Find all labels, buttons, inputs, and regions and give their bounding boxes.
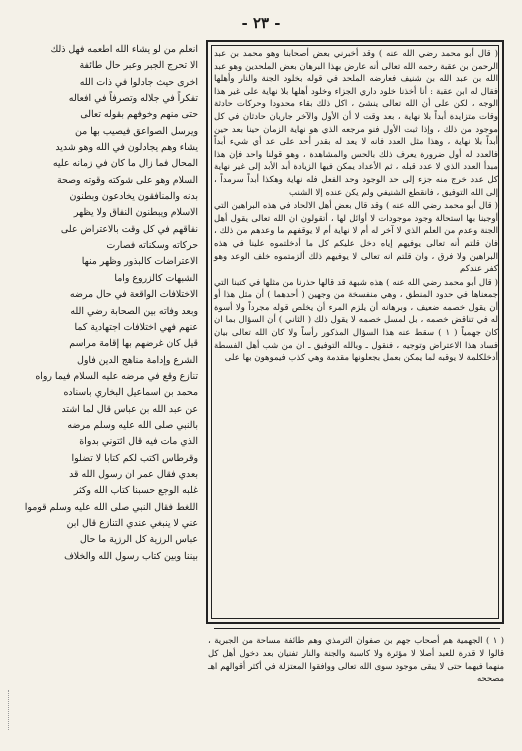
main-paragraph-1: ( قال أبو محمد رضي الله عنه ) وقد أخبرني بعض أصحابنا وهو محمد بن عبد الرحمن بن عقبة رحمه الله تعالى أنه عارض بهذا البرهان بعض الملحدين وهو عبد الله بن عبد الله بن شنيف فعارضه الملحد في قوله بخلود الجنة والنار وأهلها فقال له ابن عقبة : أنا أخذنا خلود داري الجزاء وخلود أهلها بلا نهاية على غير هذا الوجه ، لكن على أن الله تعالى ينشئ ، اكل ذلك بقاء محدودا وحركات حادثة وقات متزايدة أبداً بلا نهاية ، بعد وقت لا أن الأول والآخر جاريان حادثان في كل موجود من ذلك ، وإذا ثبت الأول فنو مرجعه الذي هو نهاية الزمان حينا بعد حين أبداً بلا نهاية ، وهذا مثل العدد فانه لا يعد له بقدر أحد على عد أي شيء أبداً فالعدد له أول ضرورة يعرف ذلك بالحس والمشاهدة ، وهو قولنا واحد فإن هذا مبدأ العدد الذي لا عدد قبله ، ثم الأعداد يمكن فيها الزيادة أبد الأبد إلى غير نهاية كل عدد خرج منه جزء إلى حد الوجود وحد الفعل فله نهاية وهكذا أبداً سرمداً ، إلى الله التوفيق ، فانقطع الشنيفي ولم يكن عنده إلا الشنب	[214, 49, 498, 198]
side-line: حركاته وسكناته فصارت	[106, 240, 198, 252]
side-line: محمد بن اسماعيل البخاري باسناده	[63, 387, 198, 399]
main-paragraph-2: ( قال أبو محمد رضي الله عنه ) وقد قال بعض أهل الالحاد في هذه البراهين التي أوجبنا بها استحالة وجود موجودات لا أوائل لها ، أتقولون ان الله تعالى يقول أهل الجنة وعدم من العلم الذي لا آخر له أم لا نهاية أم لا يوقفهم ما وعدهم من ذلك ، فان قلتم أنه تعالى يوفيهم إياه دخل عليكم كل ما أدخلتموه علينا في هذه البراهين ولا فرق ، وان قلتم انه تعالى لا يوفيهم ذلك ألزمتموه خلف الوعد وهو كفر عندكم	[214, 201, 498, 275]
side-line: وبعد وفاته بين الصحابة رضي الله	[70, 305, 198, 317]
side-line: المحال فما زال ما كان في زمانه عليه	[52, 158, 198, 170]
side-line: بالنبي صلى الله عليه وسلم مرضه	[67, 419, 198, 431]
footnote-divider	[214, 628, 500, 629]
side-line: اخرى حيث جادلوا في ذات الله	[79, 76, 198, 88]
side-line: نفاقهم في كل وقت بالاعتراض على	[60, 223, 198, 235]
scan-margin-dots	[8, 690, 15, 730]
marginal-commentary-column	[12, 42, 198, 565]
main-paragraph-3: ( قال أبو محمد رضي الله عنه ) هذه شبهة قد قالها حذرنا من مثلها في كتبنا التي جمعناها في حدود المنطق ، وهي منفسخة من وجهين ( أحدهما ) أن مثل هذا أو أن يقول خصمه ضعيف ، وبرهانه أن يلزم المرء أن يخلص قوله مجرداً ولا أسوة له في تناقض خصمه ، بل لمسل خصمه لا يقول ذلك ( الثاني ) أن السؤال بما ان كان جهمياً ( ١ ) سقط عنه هذا السؤال المذكور رأساً ولا كان الله تعالى بيان فساد هذا الاعتراض وتوجيه ، فنقول ـ وبالله التوفيق ـ ان من شب أهل الفسطة أدخلكلمة لا يوقبه لما يمكن بعمل بجعلونها مقدمة وهي كذب فيموهون بها على	[214, 277, 498, 364]
footnote: ( ١ ) الجهمية هم أصحاب جهم بن صفوان الترمذي وهم طائفة مساحة من الجبرية ، قالوا لا قدرة للعبد أصلا لا مؤثرة ولا كاسبة والجنة والنار تفنيان بعد دخول أهل كل منهما فيهما حتى لا يبقى موجود سوى الله تعالى ووافقوا المعتزلة في أكثر أقوالهم اهـ مصححه	[208, 635, 504, 684]
main-text-column	[214, 48, 498, 366]
side-line: الاسلام ويبطنون النفاق ولا يظهر	[73, 207, 198, 219]
side-line: الشبهات كالزروع واما	[114, 272, 198, 284]
page-number: - ٢٣ -	[241, 14, 281, 32]
side-line: حتى منهم وخوفهم بقوله تعالى	[80, 109, 198, 121]
side-line: عن عبد الله بن عباس قال لما اشتد	[61, 403, 198, 415]
side-line: انعلم من لو يشاء الله اطعمه فهل ذلك	[50, 44, 198, 55]
side-line: عنهم فهي اختلافات اجتهادية كما	[74, 321, 198, 333]
side-line: وقرطاس اكتب لكم كتابا لا تضلوا	[71, 452, 198, 464]
side-line: قيل كان غرضهم بها إقامة مراسم	[69, 338, 198, 350]
side-line: اللغط فقال النبي صلى الله عليه وسلم قوموا	[24, 501, 198, 513]
side-line: الاختلافات الواقعة في حال مرضه	[69, 289, 198, 301]
side-line: الذي مات فيه قال ائتوني بدواة	[79, 436, 198, 448]
side-line: عني لا ينبغي عندي التنازع قال ابن	[66, 517, 198, 529]
side-line: عباس الرزية كل الرزية ما حال	[79, 534, 198, 546]
side-line: بيننا وبين كتاب رسول الله والخلاف	[64, 550, 198, 562]
side-line: يشاء وهم يجادلون في الله وهو شديد	[55, 142, 198, 154]
side-line: الشرع وإدامة مناهج الدين فاول	[77, 354, 198, 366]
side-line: الاعتراضات كالبذور وظهر منها	[81, 256, 198, 268]
side-line: غلبه الوجع حسبنا كتاب الله وكثر	[73, 485, 198, 497]
side-line: الا تحرج الجبر وعبر حال طائفة	[79, 60, 198, 72]
side-line: تفكراً في جلاله وتصرفاً في افعاله	[68, 93, 198, 105]
side-line: ويرسل الصواعق فيصيب بها من	[74, 125, 198, 137]
side-line: بدنه والمنافقون يخادعون وبطنون	[69, 191, 198, 203]
side-line: السلام وهو على شوكته وقوته وصحة	[56, 174, 198, 186]
side-line: بعدي فقال عمر ان رسول الله قد	[69, 468, 198, 480]
side-line: تنازع وقع في مرضه عليه السلام فيما رواه	[35, 370, 198, 382]
